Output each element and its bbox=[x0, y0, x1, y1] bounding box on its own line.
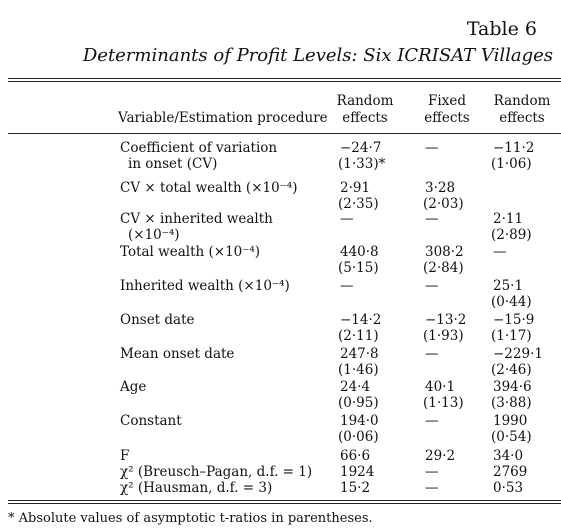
cell-value: 2·91 bbox=[340, 180, 371, 196]
cell-t-ratio: (0·54) bbox=[491, 429, 532, 445]
cell-t-ratio: (1·17) bbox=[491, 328, 532, 344]
column-header-random-effects-1 bbox=[330, 93, 400, 127]
cell-value: — bbox=[340, 211, 354, 227]
cell-value: — bbox=[425, 278, 439, 294]
header-line: effects bbox=[424, 110, 470, 126]
cell-value: 1990 bbox=[493, 413, 528, 429]
column-header-fixed-effects bbox=[412, 93, 482, 127]
cell-value: 24·4 bbox=[340, 379, 371, 395]
row-label: Inherited wealth (×10⁻⁴) bbox=[120, 278, 290, 294]
table-title: Table 6 bbox=[466, 18, 537, 40]
cell-value: 2·11 bbox=[493, 211, 524, 227]
header-line: Random bbox=[493, 93, 551, 109]
header-line: effects bbox=[342, 110, 388, 126]
cell-value: 194·0 bbox=[340, 413, 379, 429]
cell-value: 40·1 bbox=[425, 379, 456, 395]
cell-t-ratio: (1·33)* bbox=[338, 156, 386, 172]
cell-value: 25·1 bbox=[493, 278, 524, 294]
cell-value: −229·1 bbox=[493, 346, 543, 362]
cell-value: 308·2 bbox=[425, 244, 464, 260]
cell-value: 34·0 bbox=[493, 448, 524, 464]
cell-value: −14·2 bbox=[340, 312, 382, 328]
header-line: Fixed bbox=[428, 93, 466, 109]
cell-value: 15·2 bbox=[340, 480, 371, 496]
cell-t-ratio: (0·44) bbox=[491, 294, 532, 310]
cell-value: 1924 bbox=[340, 464, 375, 480]
cell-value: — bbox=[425, 211, 439, 227]
header-line: effects bbox=[499, 110, 545, 126]
cell-value: — bbox=[425, 480, 439, 496]
row-label: Age bbox=[120, 379, 147, 395]
cell-value: 2769 bbox=[493, 464, 528, 480]
row-label: Total wealth (×10⁻⁴) bbox=[120, 244, 261, 260]
cell-t-ratio: (1·13) bbox=[423, 395, 464, 411]
cell-t-ratio: (2·11) bbox=[338, 328, 379, 344]
cell-t-ratio: (2·84) bbox=[423, 260, 464, 276]
table-subtitle: Determinants of Profit Levels: Six ICRISAT Villages bbox=[82, 45, 553, 66]
row-label: CV × total wealth (×10⁻⁴) bbox=[120, 180, 298, 196]
cell-t-ratio: (3·88) bbox=[491, 395, 532, 411]
cell-value: — bbox=[425, 464, 439, 480]
cell-t-ratio: (0·06) bbox=[338, 429, 379, 445]
cell-t-ratio: (2·89) bbox=[491, 227, 532, 243]
row-label: χ² (Breusch–Pagan, d.f. = 1) bbox=[120, 464, 313, 480]
cell-value: — bbox=[425, 346, 439, 362]
cell-value: −15·9 bbox=[493, 312, 535, 328]
cell-value: −24·7 bbox=[340, 140, 382, 156]
bottom-rule bbox=[8, 500, 561, 501]
cell-t-ratio: (2·35) bbox=[338, 196, 379, 212]
cell-value: −13·2 bbox=[425, 312, 467, 328]
cell-value: 394·6 bbox=[493, 379, 532, 395]
row-label: CV × inherited wealth bbox=[120, 211, 273, 227]
header-line: Random bbox=[336, 93, 394, 109]
cell-value: — bbox=[340, 278, 354, 294]
row-label: Mean onset date bbox=[120, 346, 235, 362]
table-footnote: * Absolute values of asymptotic t-ratios in parentheses. bbox=[8, 511, 373, 526]
cell-t-ratio: (2·46) bbox=[491, 362, 532, 378]
cell-t-ratio: (1·46) bbox=[338, 362, 379, 378]
cell-value: — bbox=[425, 413, 439, 429]
cell-value: 0·53 bbox=[493, 480, 524, 496]
row-label: Constant bbox=[120, 413, 182, 429]
cell-value: — bbox=[493, 244, 507, 260]
cell-value: — bbox=[425, 140, 439, 156]
row-label: Onset date bbox=[120, 312, 195, 328]
row-label: χ² (Hausman, d.f. = 3) bbox=[120, 480, 273, 496]
column-header-variable: Variable/Estimation procedure bbox=[118, 110, 328, 126]
row-label-cont: (×10⁻⁴) bbox=[128, 227, 180, 243]
header-rule bbox=[8, 133, 561, 134]
bottom-rule-2 bbox=[8, 503, 561, 504]
cell-value: 440·8 bbox=[340, 244, 379, 260]
cell-t-ratio: (1·06) bbox=[491, 156, 532, 172]
cell-t-ratio: (0·95) bbox=[338, 395, 379, 411]
cell-value: 66·6 bbox=[340, 448, 371, 464]
row-label: Coefficient of variation bbox=[120, 140, 278, 156]
cell-value: 247·8 bbox=[340, 346, 379, 362]
cell-t-ratio: (2·03) bbox=[423, 196, 464, 212]
row-label: F bbox=[120, 448, 130, 464]
cell-value: −11·2 bbox=[493, 140, 535, 156]
top-rule-2 bbox=[8, 81, 561, 82]
cell-t-ratio: (5·15) bbox=[338, 260, 379, 276]
row-label-cont: in onset (CV) bbox=[128, 156, 218, 172]
top-rule bbox=[8, 78, 561, 79]
cell-value: 3·28 bbox=[425, 180, 456, 196]
column-header-random-effects-2 bbox=[486, 93, 558, 127]
cell-value: 29·2 bbox=[425, 448, 456, 464]
cell-t-ratio: (1·93) bbox=[423, 328, 464, 344]
